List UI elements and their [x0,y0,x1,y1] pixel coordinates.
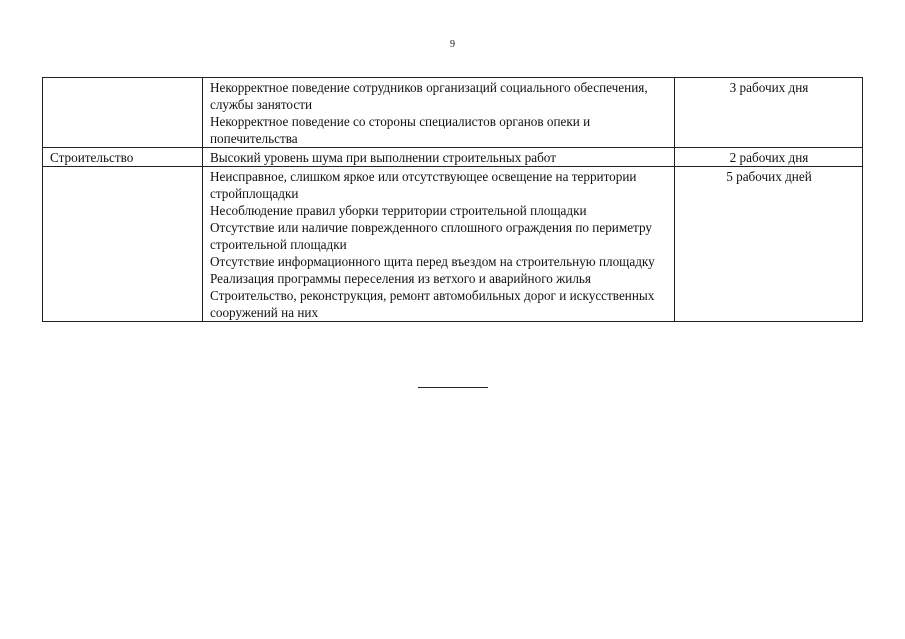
issue-text: Отсутствие или наличие поврежденного сплошного ограждения по периметру строительной площадки [210,220,652,252]
issue-text: Несоблюдение правил уборки территории строительной площадки [210,203,587,218]
issue-text: Высокий уровень шума при выполнении строительных работ [210,150,556,165]
closing-rule [418,387,488,388]
category-cell [43,78,203,148]
category-cell: Строительство [43,148,203,167]
table-row [43,78,863,148]
term-cell: 5 рабочих дней [675,167,863,322]
complaints-table [42,77,863,322]
issue-text: Некорректное поведение со стороны специалистов органов опеки и попечительства [210,114,591,146]
table-row [43,148,863,167]
term-cell: 2 рабочих дня [675,148,863,167]
table-row [43,167,863,322]
issue-text: Некорректное поведение сотрудников организаций социального обеспечения, службы занятости [210,80,648,112]
issue-text: Строительство, реконструкция, ремонт автомобильных дорог и искусственных сооружений на них [210,288,655,320]
issues-cell [203,167,675,322]
issue-text: Реализация программы переселения из ветхого и аварийного жилья [210,271,591,286]
issue-text: Отсутствие информационного щита перед въездом на строительную площадку [210,254,655,269]
category-cell [43,167,203,322]
issues-cell [203,78,675,148]
page-number: 9 [450,39,455,50]
term-cell: 3 рабочих дня [675,78,863,148]
issues-cell [203,148,675,167]
issue-text: Неисправное, слишком яркое или отсутствующее освещение на территории стройплощадки [210,169,637,201]
